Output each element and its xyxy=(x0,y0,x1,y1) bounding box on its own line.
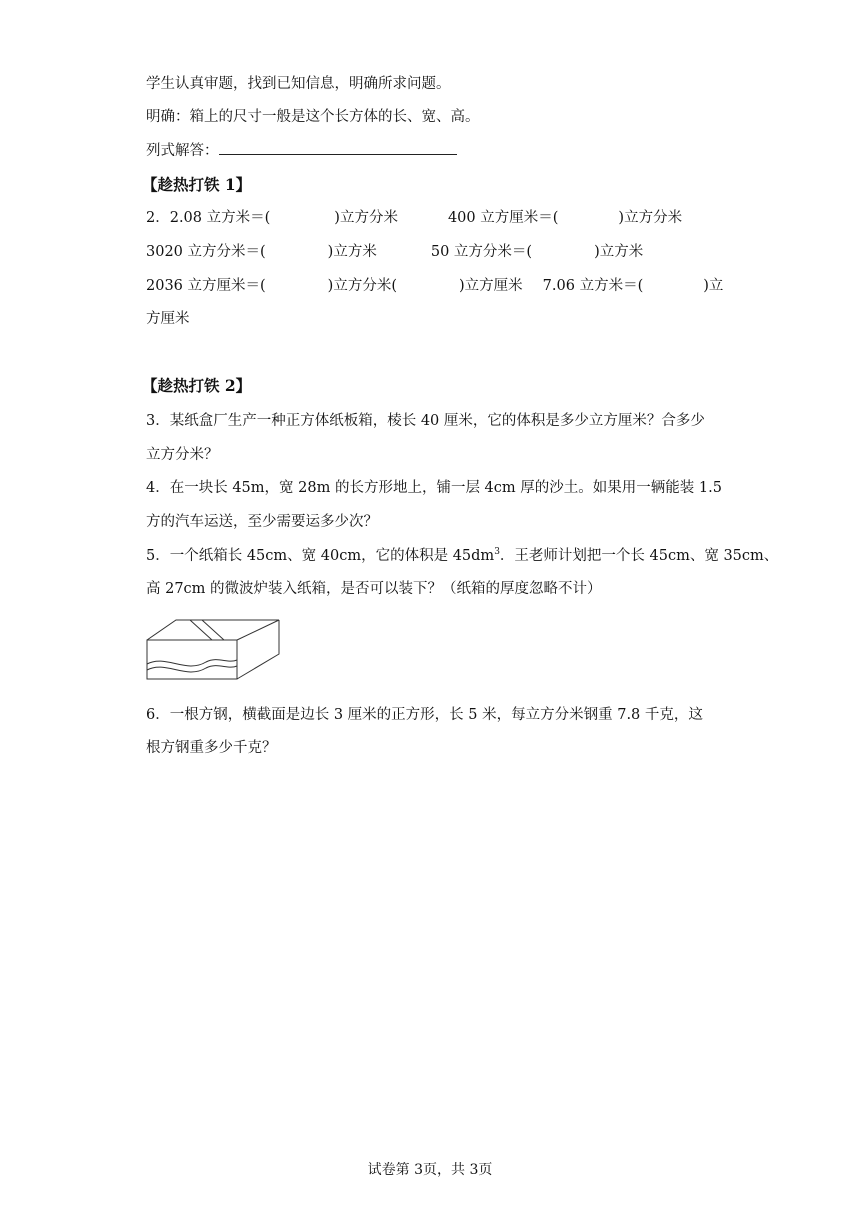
answer-label: 列式解答： xyxy=(146,143,219,159)
q2-a-unit: )立方分米 xyxy=(334,210,398,226)
q2-e-unit-1: )立方分米( xyxy=(327,278,397,294)
q2-e-unit-2: )立方厘米 xyxy=(459,278,523,294)
q2-f-unit: )立 xyxy=(703,278,724,294)
question-2-row-2 xyxy=(146,242,643,262)
question-2-row-3 xyxy=(146,276,723,296)
question-6-line-1: 6．一根方钢，横截面是边长 3 厘米的正方形，长 5 米，每立方分米钢重 7.8 千克，这 xyxy=(146,707,703,723)
section1-heading: 【趁热打铁 1】 xyxy=(142,175,252,194)
question-4-line-2: 方的汽车运送，至少需要运多少次？ xyxy=(146,514,378,530)
q2-f: 7.06 立方米＝( xyxy=(542,278,644,294)
q2-d: 50 立方分米＝( xyxy=(430,244,533,260)
answer-line xyxy=(146,140,457,161)
page-footer: 试卷第 3页，共 3页 xyxy=(367,1162,493,1178)
q5-superscript: 3 xyxy=(494,547,500,558)
q5-line1-b: ．王老师计划把一个长 45cm、宽 35cm、 xyxy=(499,548,779,564)
intro-line-1: 学生认真审题，找到已知信息，明确所求问题。 xyxy=(146,76,451,92)
question-2-row-4: 方厘米 xyxy=(146,311,190,327)
q2-b-unit: )立方分米 xyxy=(618,210,683,226)
q5-line1-a: 5．一个纸箱长 45cm、宽 40cm，它的体积是 45dm xyxy=(146,548,495,564)
question-4-line-1: 4．在一块长 45m，宽 28m 的长方形地上，铺一层 4cm 厚的沙土。如果用一辆能装 1.5 xyxy=(146,480,722,496)
q2-e: 2036 立方厘米＝( xyxy=(146,278,266,294)
cardboard-box-figure xyxy=(146,614,282,680)
question-3-line-2: 立方分米？ xyxy=(146,447,219,463)
intro-line-2: 明确：箱上的尺寸一般是这个长方体的长、宽、高。 xyxy=(146,109,480,125)
section2-heading: 【趁热打铁 2】 xyxy=(142,376,252,395)
question-5-line-1 xyxy=(146,546,778,566)
question-3-line-1: 3．某纸盒厂生产一种正方体纸板箱，棱长 40 厘米，它的体积是多少立方厘米？合多少 xyxy=(146,413,705,429)
q2-d-unit: )立方米 xyxy=(594,244,644,260)
question-6-line-2: 根方钢重多少千克？ xyxy=(146,740,277,756)
question-2-row-1 xyxy=(146,208,682,228)
q2-c-unit: )立方米 xyxy=(327,244,377,260)
question-5-line-2: 高 27cm 的微波炉装入纸箱，是否可以装下？（纸箱的厚度忽略不计） xyxy=(146,581,602,597)
q2-b: 400 立方厘米＝( xyxy=(447,210,559,226)
answer-blank xyxy=(219,140,457,155)
q2-c: 3020 立方分米＝( xyxy=(146,244,266,260)
q2-a: 2．2.08 立方米＝( xyxy=(146,210,271,226)
